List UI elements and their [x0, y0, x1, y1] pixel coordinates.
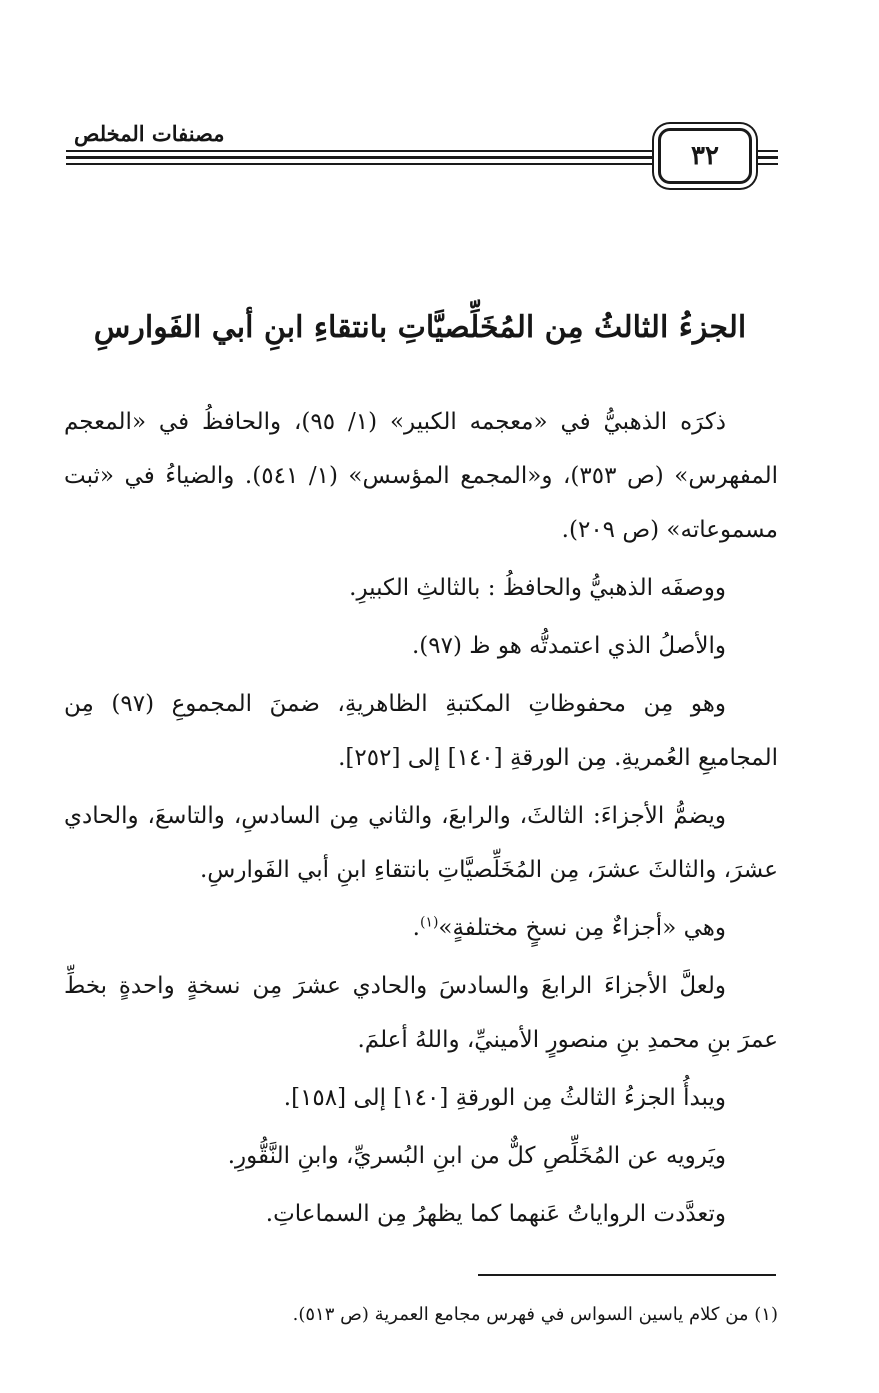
footnote: (١) من كلام ياسين السواس في فهرس مجامع العمرية (ص ٥١٣).	[292, 1304, 778, 1325]
paragraph: وتعدَّدت الرواياتُ عَنهما كما يظهرُ مِن السماعاتِ.	[265, 1201, 726, 1227]
paragraph: ولعلَّ الأجزاءَ الرابعَ والسادسَ والحادي عشرَ مِن نسخةٍ واحدةٍ بخطِّ عمرَ بنِ محمدِ بنِ منصورٍ الأمينيِّ، واللهُ أعلمَ.	[64, 973, 778, 1053]
body-text	[64, 395, 778, 1245]
paragraph-end: .	[412, 915, 420, 941]
paragraph: ويبدأُ الجزءُ الثالثُ مِن الورقةِ [١٤٠] إلى [١٥٨].	[283, 1085, 726, 1111]
paragraph: ذكرَه الذهبيُّ في «معجمه الكبير» (١/ ٩٥)، والحافظُ في «المعجم المفهرس» (ص ٣٥٣)، و«المجمع المؤسس» (١/ ٥٤١). والضياءُ في «ثبت مسموعاته» (ص ٢٠٩).	[64, 409, 779, 543]
paragraph-with-footnote	[64, 901, 778, 955]
paragraph: ويضمُّ الأجزاءَ: الثالثَ، والرابعَ، والثاني مِن السادسِ، والتاسعَ، والحادي عشرَ، والثالثَ عشرَ، مِن المُخَلِّصيَّاتِ بانتقاءِ ابنِ أبي الفَوارسِ.	[64, 803, 778, 883]
running-header	[66, 121, 778, 186]
book-title: مصنفات المخلص	[66, 120, 225, 148]
paragraph: ويَرويه عن المُخَلِّصِ كلٌّ من ابنِ البُسريِّ، وابنِ النَّقُّورِ.	[227, 1143, 726, 1169]
section-heading: الجزءُ الثالثُ مِن المُخَلِّصيَّاتِ بانتقاءِ ابنِ أبي الفَوارسِ	[93, 310, 747, 345]
footnote-reference: (١)	[419, 914, 439, 931]
paragraph-text: وهي «أجزاءٌ مِن نسخٍ مختلفةٍ»	[438, 915, 726, 941]
page-number: ٣٢	[658, 128, 752, 184]
paragraph: والأصلُ الذي اعتمدتُّه هو ظ (٩٧).	[411, 633, 726, 659]
paragraph: ووصفَه الذهبيُّ والحافظُ : بالثالثِ الكبيرِ.	[349, 575, 726, 601]
footnote-separator	[478, 1274, 776, 1276]
paragraph: وهو مِن محفوظاتِ المكتبةِ الظاهريةِ، ضمنَ المجموعِ (٩٧) مِن المجاميعِ العُمريةِ. مِن الورقةِ [١٤٠] إلى [٢٥٢].	[64, 691, 778, 771]
